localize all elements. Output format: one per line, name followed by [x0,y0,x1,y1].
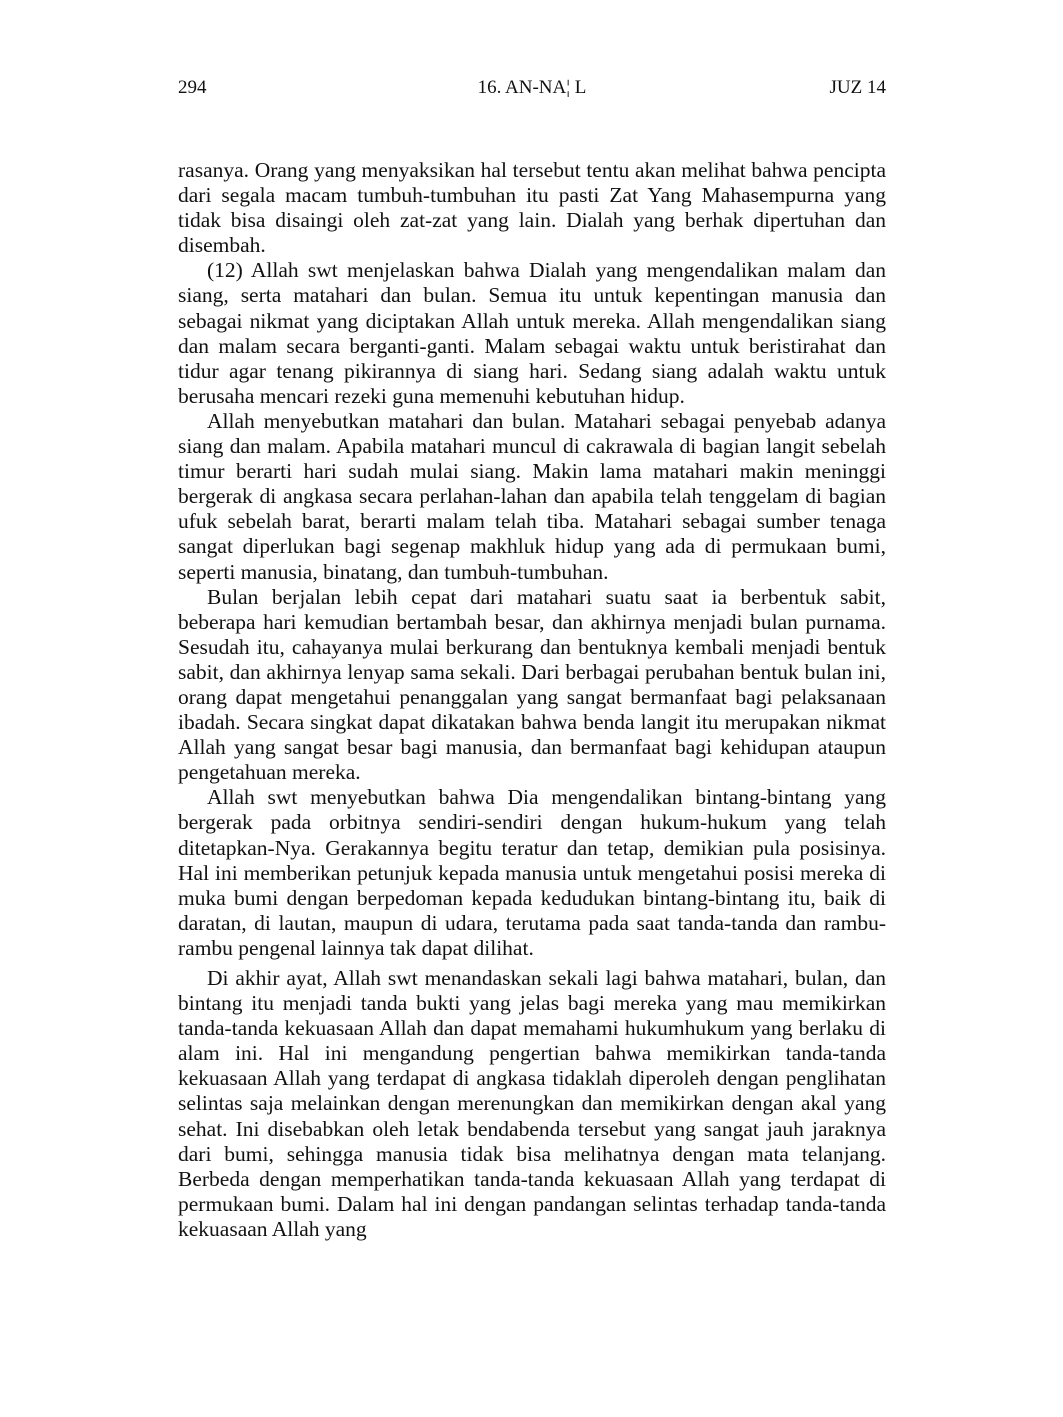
juz-label: JUZ 14 [829,77,886,98]
paragraph-stars: Allah swt menyebutkan bahwa Dia mengendalikan bintang-bintang yang bergerak pada orbitnya sendiri-sendiri dengan hukum-hukum yang telah ditetapkan-Nya. Gerakannya begitu teratur dan tetap, demikian pula posisinya. Hal ini memberikan petunjuk kepada manusia untuk mengetahui posisi mereka di muka bumi dengan berpedoman kepada kedudukan bintang-bintang itu, baik di daratan, di lautan, maupun di udara, terutama pada saat tanda-tanda dan rambu-rambu pengenal lainnya tak dapat dilihat. [178,785,886,960]
paragraph-continuation: rasanya. Orang yang menyaksikan hal tersebut tentu akan melihat bahwa pencipta dari segala macam tumbuh-tumbuhan itu pasti Zat Yang Mahasempurna yang tidak bisa disaingi oleh zat-zat yang lain. Dialah yang berhak dipertuhan dan disembah. [178,158,886,258]
paragraph-verse-12: (12) Allah swt menjelaskan bahwa Dialah yang mengendalikan malam dan siang, serta matahari dan bulan. Semua itu untuk kepentingan manusia dan sebagai nikmat yang diciptakan Allah untuk mereka. Allah mengendalikan siang dan malam secara berganti-ganti. Malam sebagai waktu untuk beristirahat dan tidur agar tenang pikirannya di siang hari. Sedang siang adalah waktu untuk berusaha mencari rezeki guna memenuhi kebutuhan hidup. [178,258,886,408]
page-number: 294 [178,77,207,98]
document-page [178,74,886,1242]
paragraph-end-of-verse: Di akhir ayat, Allah swt menandaskan sekali lagi bahwa matahari, bulan, dan bintang itu menjadi tanda bukti yang jelas bagi mereka yang mau memikirkan tanda-tanda kekuasaan Allah dan dapat memahami hukumhukum yang berlaku di alam ini. Hal ini mengandung pengertian bahwa memikirkan tanda-tanda kekuasaan Allah yang terdapat di angkasa tidaklah diperoleh dengan penglihatan selintas saja melainkan dengan merenungkan dan memikirkan dengan akal yang sehat. Ini disebabkan oleh letak bendabenda tersebut yang sangat jauh jaraknya dari bumi, sehingga manusia tidak bisa melihatnya dengan mata telanjang. Berbeda dengan memperhatikan tanda-tanda kekuasaan Allah yang terdapat di permukaan bumi. Dalam hal ini dengan pandangan selintas terhadap tanda-tanda kekuasaan Allah yang [178,966,886,1241]
paragraph-moon-phases: Bulan berjalan lebih cepat dari matahari suatu saat ia berbentuk sabit, beberapa hari kemudian bertambah besar, dan akhirnya menjadi bulan purnama. Sesudah itu, cahayanya mulai berkurang dan bentuknya kembali menjadi bentuk sabit, dan akhirnya lenyap sama sekali. Dari berbagai perubahan bentuk bulan ini, orang dapat mengetahui penanggalan yang sangat bermanfaat bagi pelaksanaan ibadah. Secara singkat dapat dikatakan bahwa benda langit itu merupakan nikmat Allah yang sangat besar bagi manusia, dan bermanfaat bagi kehidupan ataupun pengetahuan mereka. [178,584,886,785]
chapter-title: 16. AN-NA¦ L [477,77,587,98]
paragraph-sun-moon: Allah menyebutkan matahari dan bulan. Matahari sebagai penyebab adanya siang dan malam. Apabila matahari muncul di cakrawala di bagian langit sebelah timur berarti hari sudah mulai siang. Makin lama matahari makin meninggi bergerak di angkasa secara perlahan-lahan dan apabila telah tenggelam di bagian ufuk sebelah barat, berarti malam telah tiba. Matahari sebagai sumber tenaga sangat diperlukan bagi segenap makhluk hidup yang ada di permukaan bumi, seperti manusia, binatang, dan tumbuh-tumbuhan. [178,408,886,584]
running-header [178,74,886,102]
body-text [178,158,886,1242]
